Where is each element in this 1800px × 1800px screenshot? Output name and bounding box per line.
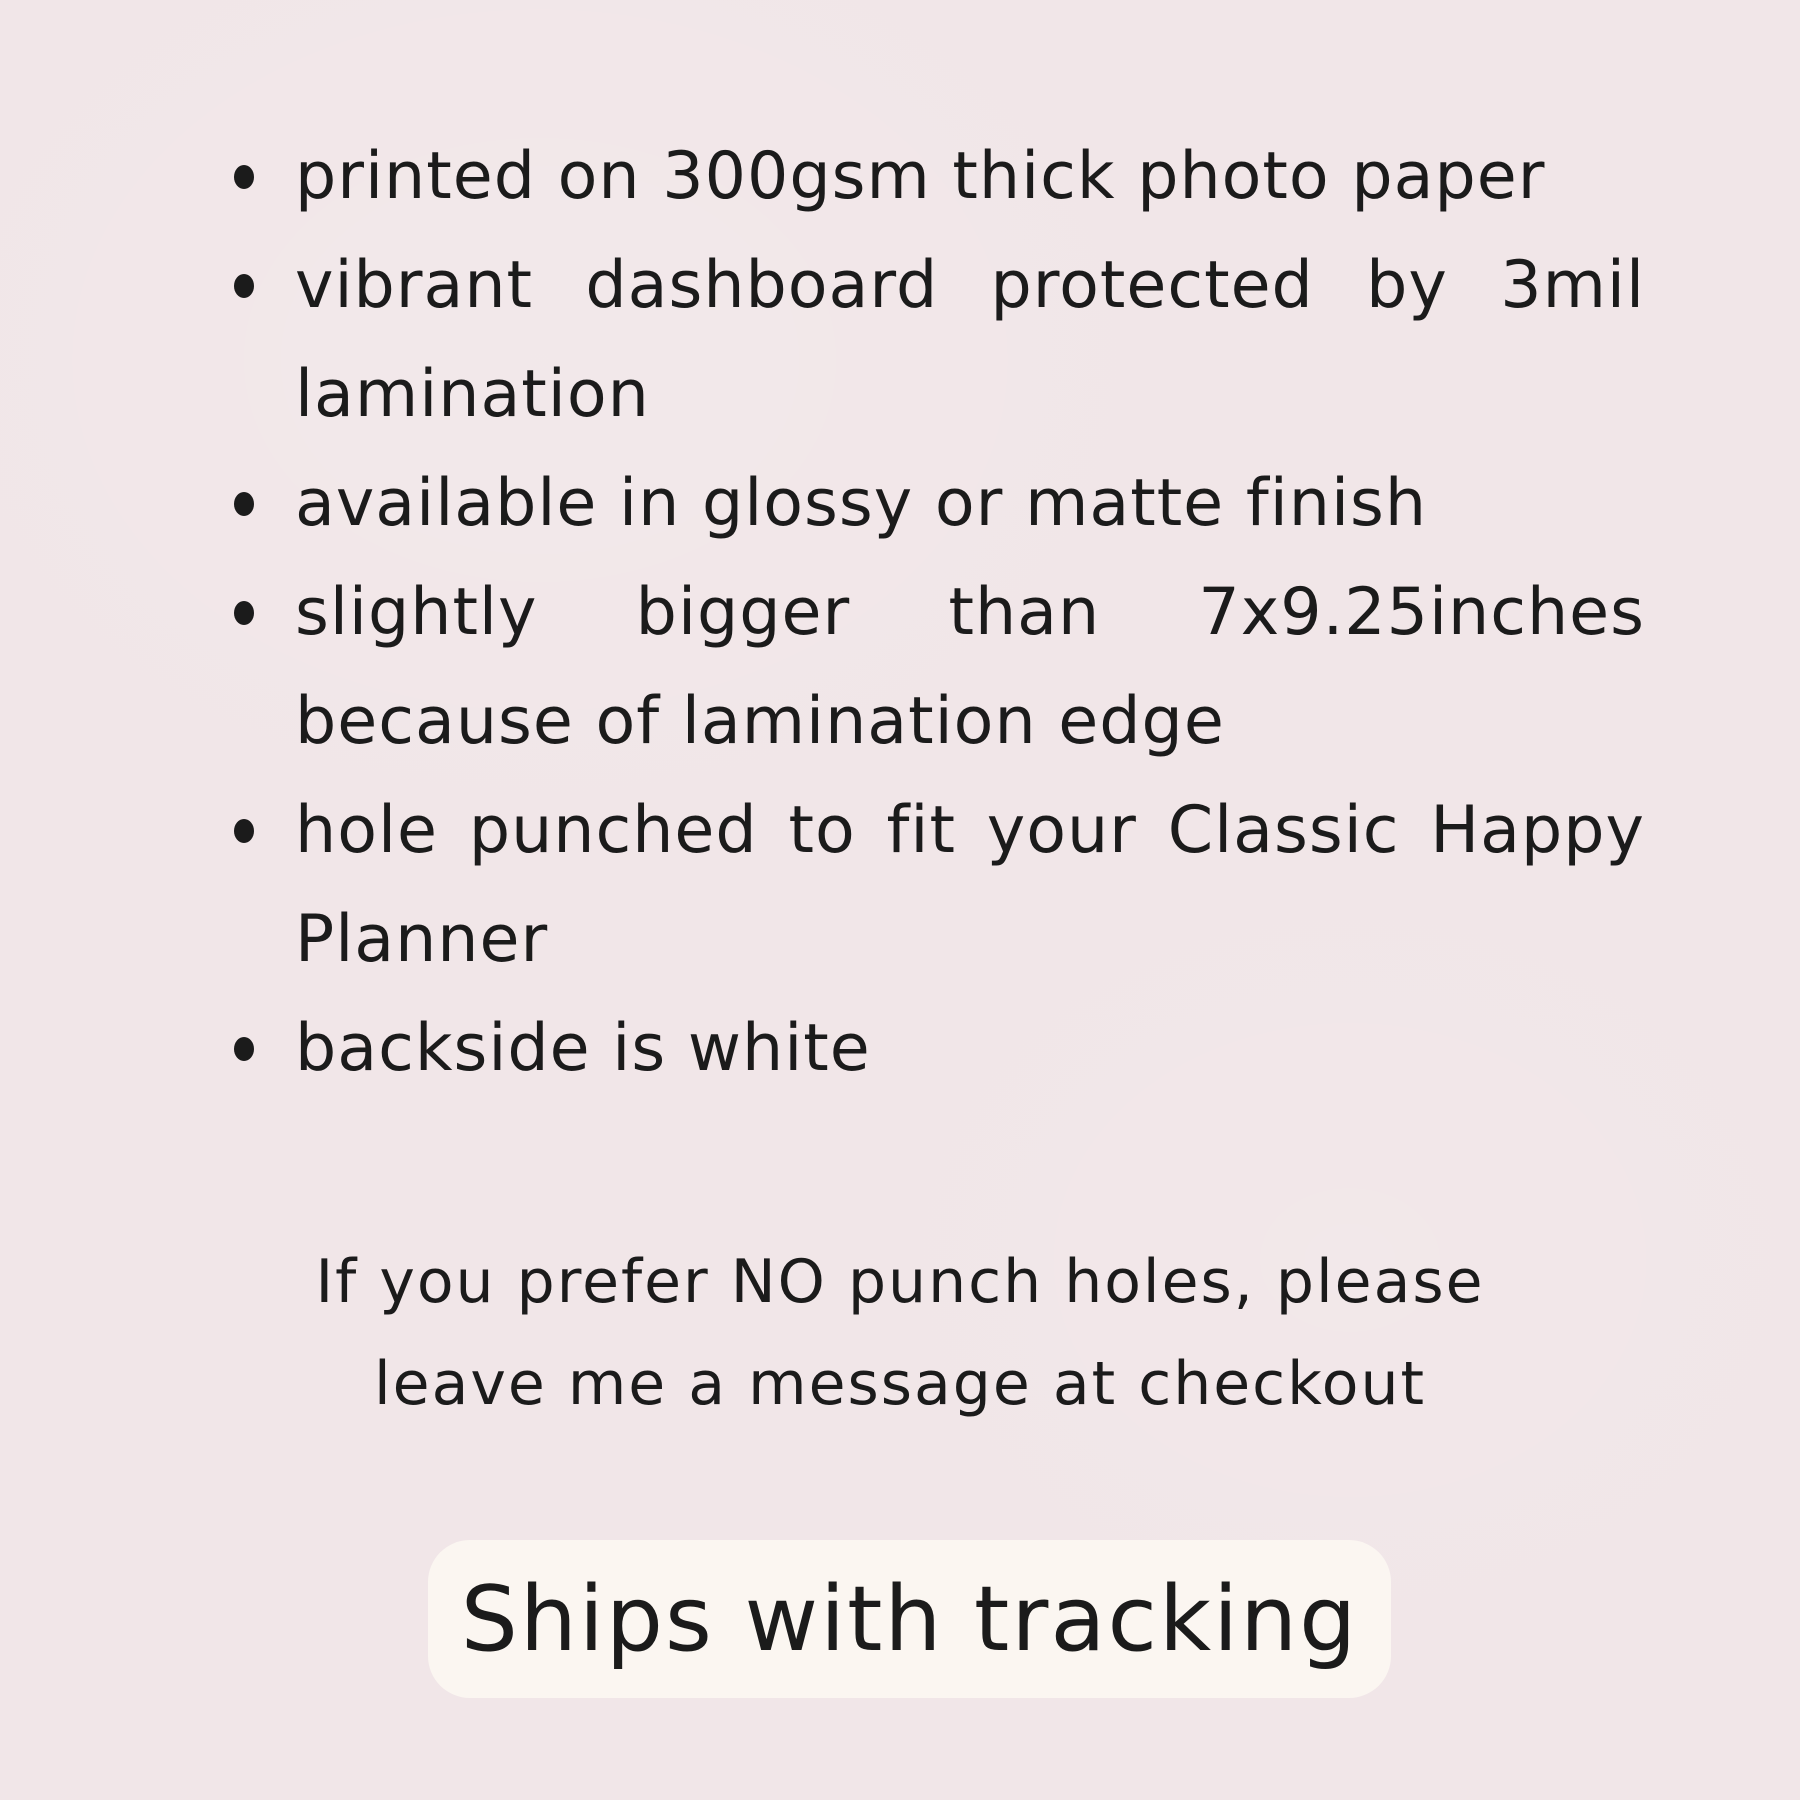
list-item (220, 776, 1645, 994)
list-item (220, 231, 1645, 449)
feature-text: available in glossy or matte finish (295, 466, 1428, 541)
badge-label: Ships with tracking (460, 1566, 1359, 1672)
feature-text: hole punched to fit your Classic Happy Planner (295, 793, 1645, 977)
checkout-note (0, 1231, 1800, 1435)
list-item (220, 994, 1645, 1103)
bullet-icon (234, 601, 254, 625)
note-line: leave me a message at checkout (374, 1349, 1426, 1419)
list-item (220, 558, 1645, 776)
bullet-icon (234, 1037, 254, 1061)
feature-text: printed on 300gsm thick photo paper (295, 139, 1546, 214)
feature-text: vibrant dashboard protected by 3mil lamination (295, 248, 1645, 432)
feature-text: backside is white (295, 1011, 871, 1086)
list-item (220, 449, 1645, 558)
bullet-icon (234, 819, 254, 843)
ships-with-tracking-badge (428, 1540, 1391, 1698)
feature-text: slightly bigger than 7x9.25inches because of lamination edge (295, 575, 1645, 759)
bullet-icon (234, 165, 254, 189)
bullet-icon (234, 274, 254, 298)
bullet-icon (234, 492, 254, 516)
note-line: If you prefer NO punch holes, please (315, 1247, 1485, 1317)
list-item (220, 122, 1645, 231)
feature-list (220, 122, 1645, 1103)
